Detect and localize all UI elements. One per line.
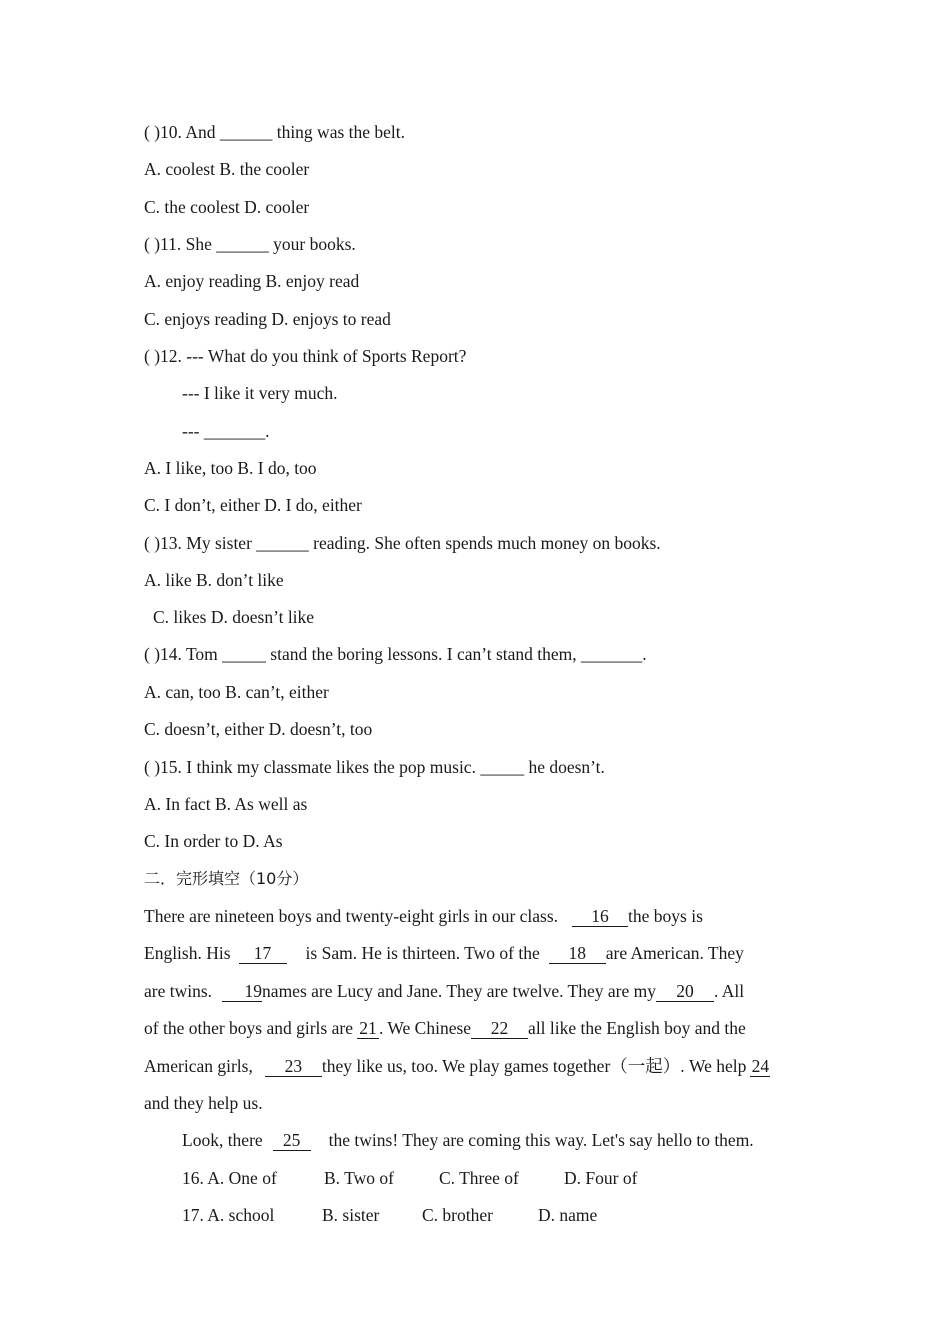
passage-text: the boys is — [628, 906, 703, 926]
q10-stem: ( )10. And ______ thing was the belt. — [144, 122, 406, 142]
passage-text: the twins! They are coming this way. Let's say hello to them. — [328, 1130, 754, 1150]
q16-option-a: 16. A. One of — [182, 1168, 277, 1188]
q17-option-c: C. brother — [422, 1205, 493, 1225]
q14-stem: ( )14. Tom _____ stand the boring lessons. I can’t stand them, _______. — [144, 644, 647, 664]
q16-option-c: C. Three of — [439, 1168, 519, 1188]
q11-stem: ( )11. She ______ your books. — [144, 234, 356, 254]
passage-line-4 — [144, 1017, 746, 1039]
passage-line-7 — [182, 1129, 754, 1151]
q12-dialogue-1: --- I like it very much. — [182, 383, 338, 403]
passage-text: names are Lucy and Jane. They are twelve. They are my — [262, 981, 656, 1001]
passage-text: of the other boys and girls are — [144, 1018, 353, 1038]
section-heading: 二．完形填空（10分） — [144, 869, 309, 888]
q16-options — [182, 1167, 637, 1189]
q17-option-b: B. sister — [322, 1205, 380, 1225]
passage-text: There are nineteen boys and twenty-eight girls in our class. — [144, 906, 559, 926]
q15-stem: ( )15. I think my classmate likes the pop music. _____ he doesn’t. — [144, 757, 605, 777]
blank-22: 22 — [471, 1019, 528, 1039]
q17-options — [182, 1204, 597, 1226]
q16-option-d: D. Four of — [564, 1168, 638, 1188]
passage-text: is Sam. He is thirteen. Two of the — [305, 943, 540, 963]
passage-line-6: and they help us. — [144, 1093, 263, 1113]
q13-options-ab: A. like B. don’t like — [144, 570, 284, 590]
passage-text: American girls, — [144, 1056, 253, 1076]
q12-options-cd: C. I don’t, either D. I do, either — [144, 495, 362, 515]
q14-options-cd: C. doesn’t, either D. doesn’t, too — [144, 719, 373, 739]
blank-18: 18 — [549, 944, 606, 964]
passage-line-2 — [144, 942, 744, 964]
blank-23: 23 — [265, 1057, 322, 1077]
passage-text: all like the English boy and the — [528, 1018, 746, 1038]
blank-21: 21 — [357, 1019, 379, 1039]
blank-17: 17 — [239, 944, 287, 964]
q11-options-ab: A. enjoy reading B. enjoy read — [144, 271, 360, 291]
q15-options-cd: C. In order to D. As — [144, 831, 283, 851]
blank-16: 16 — [572, 907, 628, 927]
q10-options-cd: C. the coolest D. cooler — [144, 197, 310, 217]
q15-options-ab: A. In fact B. As well as — [144, 794, 308, 814]
q12-dialogue-2: --- _______. — [182, 421, 270, 441]
passage-text: . All — [713, 981, 745, 1001]
blank-20: 20 — [656, 982, 714, 1002]
passage-text: are American. They — [605, 943, 744, 963]
q13-options-cd: C. likes D. doesn’t like — [153, 607, 315, 627]
passage-line-5 — [144, 1055, 770, 1077]
q12-stem: ( )12. --- What do you think of Sports Report? — [144, 346, 467, 366]
q17-option-a: 17. A. school — [182, 1205, 275, 1225]
blank-24: 24 — [751, 1056, 770, 1076]
q17-option-d: D. name — [538, 1205, 598, 1225]
q12-options-ab: A. I like, too B. I do, too — [144, 458, 317, 478]
passage-text: English. His — [144, 943, 231, 963]
q16-option-b: B. Two of — [324, 1168, 394, 1188]
blank-25: 25 — [273, 1131, 311, 1151]
blank-19: 19 — [222, 982, 262, 1002]
passage-text: are twins. — [144, 981, 213, 1001]
passage-line-1 — [144, 905, 703, 927]
q14-options-ab: A. can, too B. can’t, either — [144, 682, 329, 702]
passage-text: . We Chinese — [378, 1018, 472, 1038]
q11-options-cd: C. enjoys reading D. enjoys to read — [144, 309, 391, 329]
passage-line-3 — [144, 980, 744, 1002]
passage-text: Look, there — [182, 1130, 263, 1150]
q10-options-ab: A. coolest B. the cooler — [144, 159, 310, 179]
q13-stem: ( )13. My sister ______ reading. She often spends much money on books. — [144, 533, 661, 553]
passage-text: they like us, too. We play games together（一起）. We help — [321, 1056, 747, 1076]
